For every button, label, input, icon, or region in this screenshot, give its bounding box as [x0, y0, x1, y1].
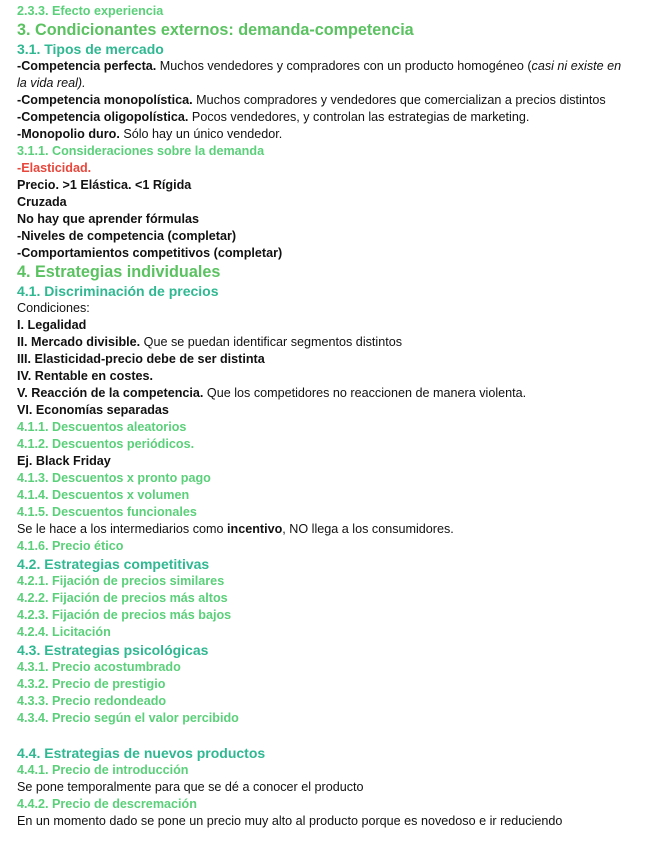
- heading-4-2: 4.2. Estrategias competitivas: [17, 556, 210, 572]
- heading-4-2-3: 4.2.3. Fijación de precios más bajos: [17, 608, 232, 622]
- competencia-monopolistica-paragraph: [17, 92, 625, 109]
- heading-3-1-1: 3.1.1. Consideraciones sobre la demanda: [17, 144, 265, 158]
- funcionales-text-1: Se le hace a los intermediarios como: [17, 522, 227, 536]
- competencia-oligopolistica-term: -Competencia oligopolística.: [17, 110, 189, 124]
- blank-line: [17, 727, 625, 744]
- heading-4-2-2: 4.2.2. Fijación de precios más altos: [17, 591, 228, 605]
- heading-4-4-2: 4.4.2. Precio de descremación: [17, 797, 197, 811]
- monopolio-duro-text: Sólo hay un único vendedor.: [119, 127, 283, 141]
- heading-4-4-1: 4.4.1. Precio de introducción: [17, 763, 189, 777]
- introduccion-paragraph: Se pone temporalmente para que se dé a conocer el producto: [17, 780, 364, 794]
- condicion-5-text: Que los competidores no reaccionen de manera violenta.: [203, 386, 527, 400]
- heading-4: 4. Estrategias individuales: [17, 263, 221, 281]
- heading-4-3: 4.3. Estrategias psicológicas: [17, 642, 209, 658]
- heading-4-3-3: 4.3.3. Precio redondeado: [17, 694, 167, 708]
- heading-4-3-4: 4.3.4. Precio según el valor percibido: [17, 711, 239, 725]
- cruzada-line: Cruzada: [17, 195, 67, 209]
- black-friday-line: Ej. Black Friday: [17, 454, 111, 468]
- condicion-3: III. Elasticidad-precio debe de ser distinta: [17, 352, 265, 366]
- condicion-6: VI. Economías separadas: [17, 403, 169, 417]
- heading-4-3-1: 4.3.1. Precio acostumbrado: [17, 660, 181, 674]
- competencia-monopolistica-text: Muchos compradores y vendedores que comercializan a precios distintos: [192, 93, 606, 107]
- condicion-2-term: II. Mercado divisible.: [17, 335, 141, 349]
- comportamientos-line: -Comportamientos competitivos (completar): [17, 246, 283, 260]
- competencia-oligopolistica-text: Pocos vendedores, y controlan las estrategias de marketing.: [188, 110, 530, 124]
- funcionales-incentivo: incentivo: [227, 522, 283, 536]
- competencia-monopolistica-term: -Competencia monopolística.: [17, 93, 193, 107]
- no-formulas-line: No hay que aprender fórmulas: [17, 212, 199, 226]
- condiciones-label: Condiciones:: [17, 301, 90, 315]
- heading-4-1-1: 4.1.1. Descuentos aleatorios: [17, 420, 187, 434]
- competencia-perfecta-text: Muchos vendedores y compradores con un producto homogéneo (: [156, 59, 532, 73]
- condicion-5: [17, 385, 625, 402]
- monopolio-duro-term: -Monopolio duro.: [17, 127, 120, 141]
- heading-4-2-4: 4.2.4. Licitación: [17, 625, 111, 639]
- competencia-perfecta-term: -Competencia perfecta.: [17, 59, 157, 73]
- heading-4-4: 4.4. Estrategias de nuevos productos: [17, 745, 266, 761]
- heading-4-2-1: 4.2.1. Fijación de precios similares: [17, 574, 225, 588]
- monopolio-duro-paragraph: [17, 126, 625, 143]
- heading-4-1-6: 4.1.6. Precio ético: [17, 539, 124, 553]
- competencia-perfecta-paragraph: [17, 58, 625, 92]
- heading-4-1-3: 4.1.3. Descuentos x pronto pago: [17, 471, 211, 485]
- condicion-1: I. Legalidad: [17, 318, 87, 332]
- condicion-2-text: Que se puedan identificar segmentos distintos: [140, 335, 403, 349]
- heading-2-3-3: 2.3.3. Efecto experiencia: [17, 4, 164, 18]
- elasticidad-label: -Elasticidad.: [17, 161, 92, 175]
- competencia-perfecta-italic: casi ni existe en la vida real).: [17, 59, 622, 90]
- condicion-4: IV. Rentable en costes.: [17, 369, 154, 383]
- heading-4-1-5: 4.1.5. Descuentos funcionales: [17, 505, 197, 519]
- heading-4-1: 4.1. Discriminación de precios: [17, 283, 219, 299]
- funcionales-text-2: , NO llega a los consumidores.: [282, 522, 454, 536]
- condicion-2: [17, 334, 625, 351]
- condicion-5-term: V. Reacción de la competencia.: [17, 386, 204, 400]
- precio-line: Precio. >1 Elástica. <1 Rígida: [17, 178, 192, 192]
- descremacion-paragraph: En un momento dado se pone un precio muy alto al producto porque es novedoso e ir reduciendo: [17, 814, 563, 828]
- niveles-competencia-line: -Niveles de competencia (completar): [17, 229, 237, 243]
- heading-4-3-2: 4.3.2. Precio de prestigio: [17, 677, 166, 691]
- heading-4-1-2: 4.1.2. Descuentos periódicos.: [17, 437, 195, 451]
- heading-3-1: 3.1. Tipos de mercado: [17, 41, 164, 57]
- competencia-oligopolistica-paragraph: [17, 109, 625, 126]
- heading-3: 3. Condicionantes externos: demanda-competencia: [17, 21, 414, 39]
- heading-4-1-4: 4.1.4. Descuentos x volumen: [17, 488, 190, 502]
- funcionales-paragraph: [17, 521, 625, 538]
